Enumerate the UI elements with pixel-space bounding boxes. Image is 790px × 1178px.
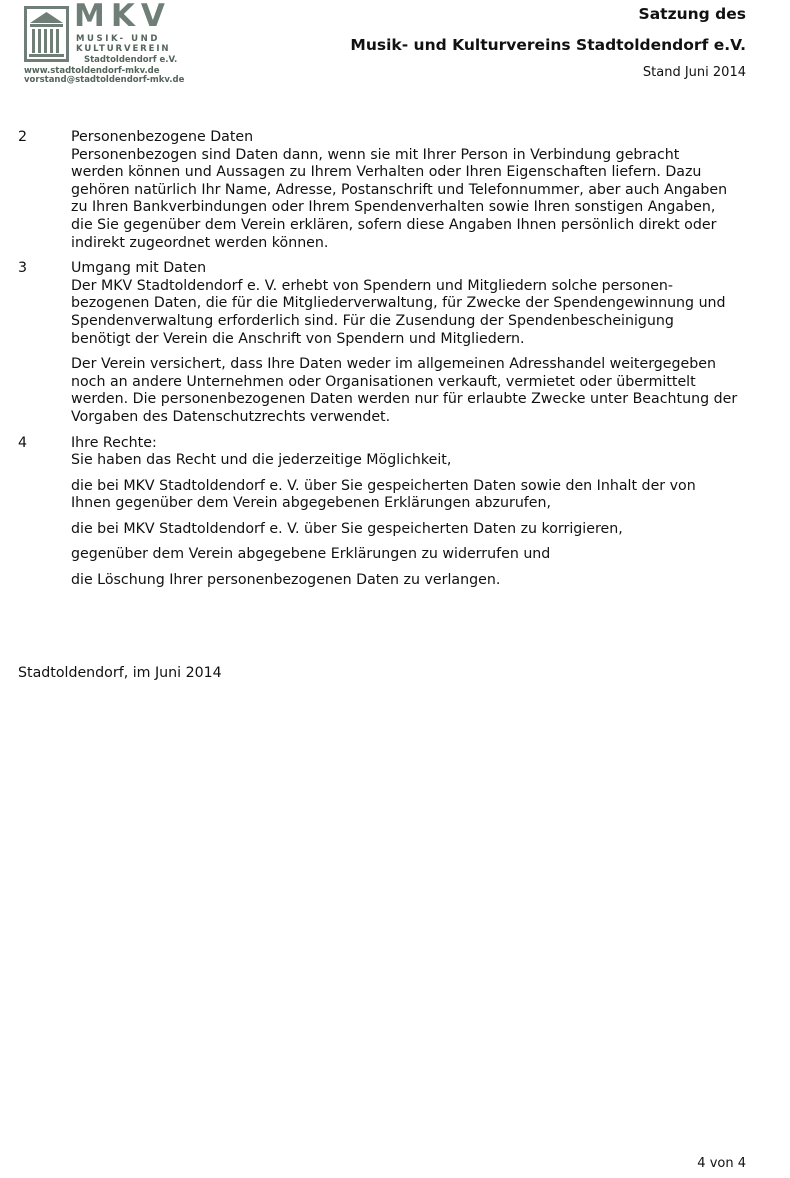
logo-subtitle-2: KULTURVEREIN <box>76 44 171 54</box>
logo-email: vorstand@stadtoldendorf-mkv.de <box>24 75 185 85</box>
text-line: noch an andere Unternehmen oder Organisationen verkauft, vermietet oder übermittelt <box>71 373 696 390</box>
section-heading: Umgang mit Daten <box>71 260 207 277</box>
section-heading: Personenbezogene Daten <box>71 129 254 145</box>
text-line: werden. Die personenbezogenen Daten werden nur für erlaubte Zwecke unter Beachtung der <box>71 391 738 408</box>
text-line: werden können und Aussagen zu Ihrem Verhalten oder Ihren Eigenschaften liefern. Dazu <box>71 164 702 181</box>
text-line: gehören natürlich Ihr Name, Adresse, Postanschrift und Telefonnummer, aber auch Angaben <box>71 181 728 198</box>
text-line: benötigt der Verein die Anschrift von Spendern und Mitgliedern. <box>71 330 525 347</box>
paragraph <box>71 572 750 590</box>
text-line: indirekt zugeordnet werden können. <box>71 234 329 251</box>
paragraph <box>71 478 750 513</box>
building-logo-icon <box>24 6 69 62</box>
text-line: Personenbezogen sind Daten dann, wenn sie mit Ihrer Person in Verbindung gebracht <box>71 146 680 163</box>
text-line: Ihnen gegenüber dem Verein abgegebenen Erklärungen abzurufen, <box>71 495 552 512</box>
text-line: die bei MKV Stadtoldendorf e. V. über Sie gespeicherten Daten sowie den Inhalt der von <box>71 477 696 494</box>
section <box>18 129 750 252</box>
text-line: Der Verein versichert, dass Ihre Daten weder im allgemeinen Adresshandel weitergegeben <box>71 356 716 373</box>
section-number: 4 <box>18 434 28 451</box>
text-line: die Sie gegenüber dem Verein erklären, sofern diese Angaben Ihnen persönlich direkt oder <box>71 216 717 233</box>
text-line: Spendenverwaltung erforderlich sind. Für die Zusendung der Spendenbescheinigung <box>71 312 674 329</box>
section <box>18 260 750 426</box>
header-date: Stand Juni 2014 <box>642 65 746 80</box>
logo-website: www.stadtoldendorf-mkv.de <box>24 66 160 76</box>
paragraph <box>71 356 750 426</box>
document-body <box>18 129 750 598</box>
paragraph <box>71 452 750 470</box>
club-logo <box>24 0 194 85</box>
logo-subtitle-3: Stadtoldendorf e.V. <box>84 55 178 65</box>
text-line: Vorgaben des Datenschutzrechts verwendet. <box>71 408 391 425</box>
section-number: 3 <box>18 260 28 277</box>
header-title-line-2: Musik- und Kulturvereins Stadtoldendorf e.V. <box>350 36 746 54</box>
paragraph <box>71 521 750 539</box>
logo-title: MKV <box>74 0 171 34</box>
text-line: bezogenen Daten, die für die Mitgliederverwaltung, für Zwecke der Spendengewinnung und <box>71 295 726 312</box>
text-line: Sie haben das Recht und die jederzeitige Möglichkeit, <box>71 452 452 469</box>
section <box>18 435 750 590</box>
paragraph <box>71 546 750 564</box>
text-line: die bei MKV Stadtoldendorf e. V. über Sie gespeicherten Daten zu korrigieren, <box>71 520 623 537</box>
paragraph <box>71 147 750 253</box>
section-heading: Ihre Rechte: <box>71 434 157 451</box>
text-line: zu Ihren Bankverbindungen oder Ihrem Spendenverhalten sowie Ihren sonstigen Angaben, <box>71 199 716 216</box>
text-line: Der MKV Stadtoldendorf e. V. erhebt von Spendern und Mitgliedern solche personen- <box>71 277 674 294</box>
header-title-line-1: Satzung des <box>638 5 746 23</box>
text-line: die Löschung Ihrer personenbezogenen Daten zu verlangen. <box>71 572 501 589</box>
paragraph <box>71 278 750 348</box>
text-line: gegenüber dem Verein abgegebene Erklärungen zu widerrufen und <box>71 546 551 563</box>
section-number: 2 <box>18 129 28 145</box>
page-number: 4 von 4 <box>697 1156 746 1171</box>
place-date: Stadtoldendorf, im Juni 2014 <box>18 665 222 681</box>
logo-subtitle-1: MUSIK- UND <box>76 34 161 44</box>
